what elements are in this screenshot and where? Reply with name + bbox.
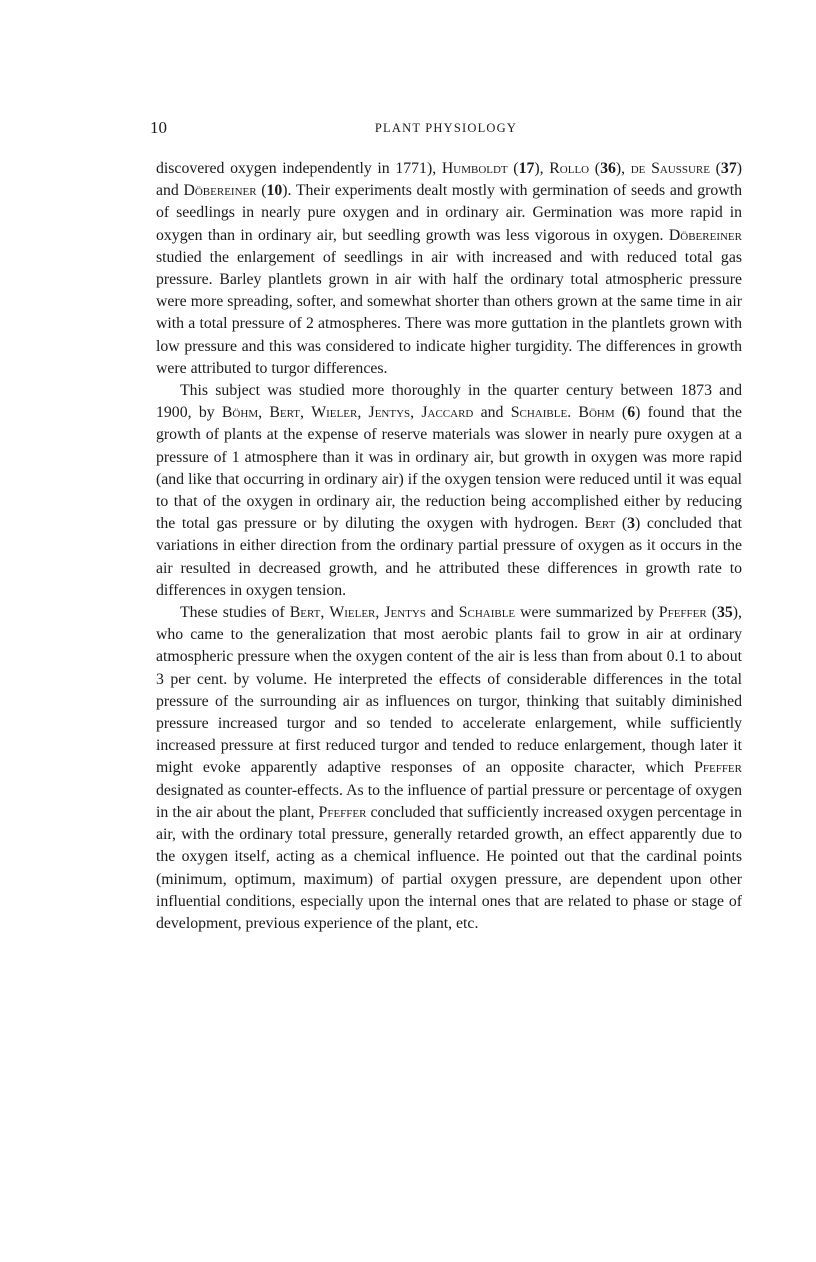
- author-name: Döbereiner: [183, 182, 257, 200]
- author-name: Jaccard: [421, 404, 474, 422]
- author-name: Jentys: [368, 404, 411, 422]
- author-name: Döbereiner: [668, 226, 742, 244]
- author-name: Rollo: [549, 160, 590, 177]
- author-name: de Saussure: [630, 160, 710, 177]
- author-name: Schaible: [458, 604, 516, 622]
- author-name: Böhm: [221, 404, 259, 422]
- citation-ref: 10: [266, 182, 283, 200]
- author-name: Pfeffer: [658, 604, 707, 622]
- author-name: Böhm: [578, 404, 615, 422]
- page-header: [150, 118, 742, 144]
- author-name: Bert: [584, 515, 616, 533]
- running-head: PLANT PHYSIOLOGY: [374, 121, 518, 135]
- author-name: Jentys: [384, 604, 426, 622]
- paragraph-3: These studies of Bert, Wieler, Jentys and Schaible were summarized by Pfeffer (35), who came to the generalization that most aerobic plants fail to grow in air at ordinary atmospheric pressure when the oxygen content of the air is less than from about 0.1 to about 3 per cent. by volume. He interpreted the effects of considerable differences in the total pressure of the surrounding air as influences on turgor, thinking that suitably diminished pressure increased turgor and so tended to accelerate enlargement, while sufficiently increased pressure at first reduced turgor and tended to reduce enlargement, though later it might evoke apparently adaptive responses of an opposite character, which Pfeffer designated as counter-effects. As to the influence of partial pressure or percentage of oxygen in the air about the plant, Pfeffer concluded that sufficiently increased oxygen percentage in air, with the ordinary total pressure, generally retarded growth, an effect apparently due to the oxygen itself, acting as a chemical influence. He pointed out that the cardinal points (minimum, optimum, maximum) of partial oxygen pressure, are dependent upon other influential conditions, especially upon the internal ones that are related to phase or stage of development, previous experience of the plant, etc.: [156, 604, 742, 932]
- author-name: Wieler: [311, 404, 358, 422]
- citation-ref: 17: [518, 160, 535, 177]
- citation-ref: 37: [720, 160, 737, 177]
- citation-ref: 6: [627, 404, 636, 422]
- author-name: Bert: [269, 404, 300, 422]
- author-name: Schaible: [510, 404, 568, 422]
- author-name: Wieler: [329, 604, 376, 622]
- author-name: Pfeffer: [318, 803, 367, 821]
- paragraph-2: This subject was studied more thoroughly in the quarter century between 1873 and 1900, by Böhm, Bert, Wieler, Jentys, Jaccard and Schaible. Böhm (6) found that the growth of plants at the expense of reserve materials was slower in nearly pure oxygen at a pressure of 1 atmosphere than it was in ordinary air, but growth in oxygen was more rapid (and like that occurring in ordinary air) if the oxygen tension were reduced until it was equal to that of the oxygen in ordinary air, the reduction being accomplished either by reducing the total gas pressure or by diluting the oxygen with hydrogen. Bert (3) concluded that variations in either direction from the ordinary partial pressure of oxygen as it occurs in the air resulted in decreased growth, and he attributed these differences in growth rate to differences in oxygen tension.: [156, 382, 743, 599]
- author-name: Bert: [289, 604, 321, 622]
- page-number: 10: [150, 118, 167, 137]
- citation-ref: 35: [716, 604, 733, 622]
- citation-ref: 36: [600, 160, 616, 177]
- body-text: [156, 158, 742, 935]
- author-name: Humboldt: [441, 160, 508, 177]
- author-name: Pfeffer: [694, 759, 742, 777]
- citation-ref: 3: [627, 515, 636, 533]
- paragraph-1: discovered oxygen independently in 1771), Humboldt (17), Rollo (36), de Saussure (37) and Döbereiner (10). Their experiments dealt mostly with germination of seeds and growth of seedlings in nearly pure oxygen and in ordinary air. Germination was more rapid in oxygen than in ordinary air, but seedling growth was less vigorous in oxygen. Döbereiner studied the enlargement of seedlings in air with increased and with reduced total gas pressure. Barley plantlets grown in air with half the ordinary total atmospheric pressure were more spreading, softer, and somewhat shorter than others grown at the same time in air with a total pressure of 2 atmospheres. There was more guttation in the plantlets grown with low pressure and this was considered to indicate higher turgidity. The differences in growth were attributed to turgor differences.: [156, 160, 743, 377]
